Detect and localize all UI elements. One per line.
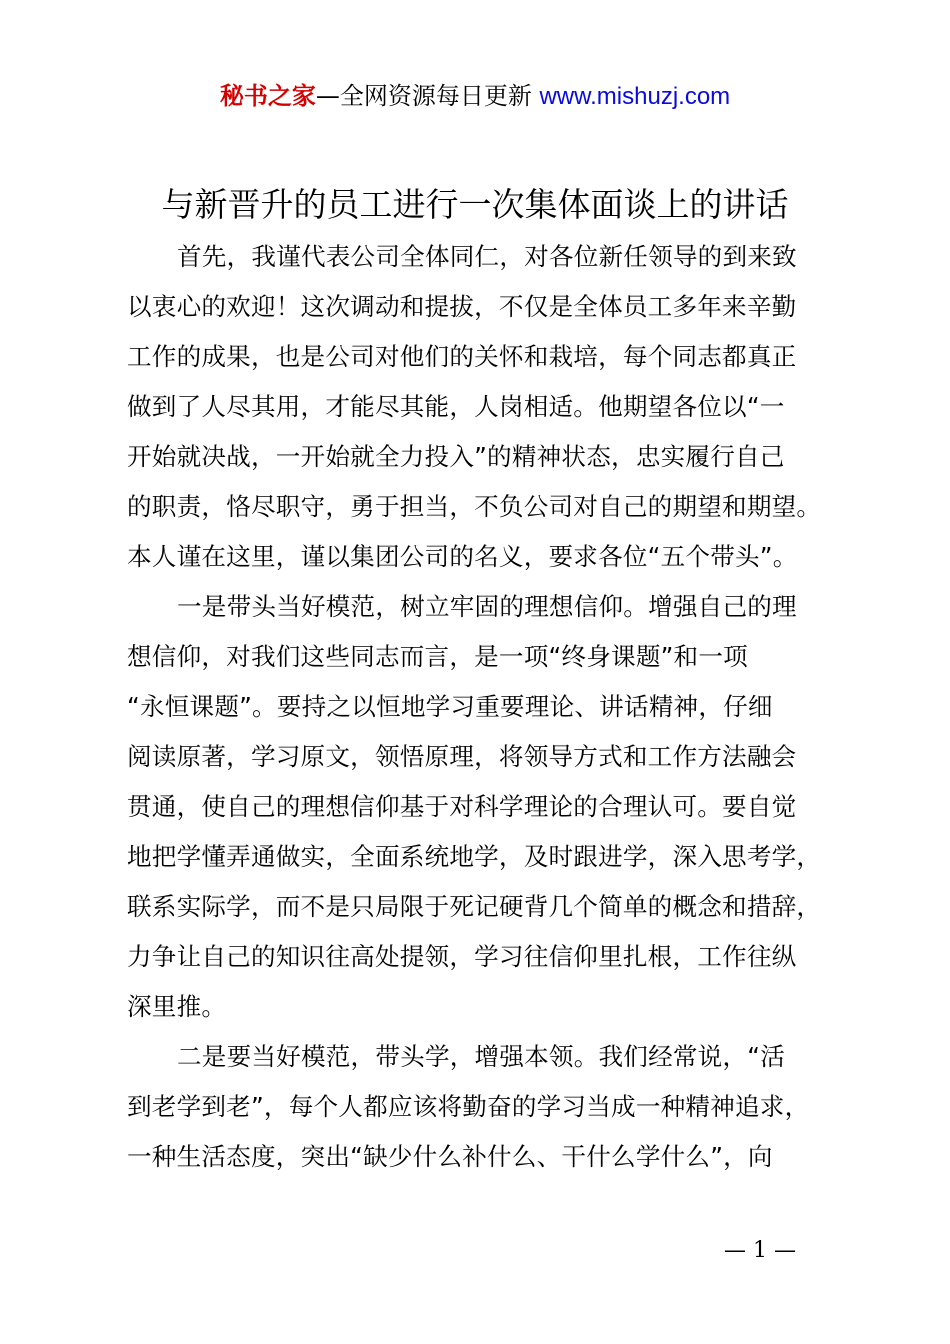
- body-line: 一种生活态度，突出“缺少什么补什么、干什么学什么”，向: [127, 1142, 773, 1171]
- site-tagline: —全网资源每日更新: [315, 82, 532, 110]
- body-line: 开始就决战，一开始就全力投入”的精神状态，忠实履行自己: [127, 442, 785, 471]
- site-header: [0, 80, 950, 113]
- document-body: [127, 232, 857, 1182]
- body-line: 深里推。: [127, 992, 227, 1021]
- body-line: “永恒课题”。要持之以恒地学习重要理论、讲话精神，仔细: [127, 692, 773, 721]
- body-line: 联系实际学，而不是只局限于死记硬背几个简单的概念和措辞，: [127, 892, 822, 921]
- body-line: 工作的成果，也是公司对他们的关怀和栽培，每个同志都真正: [127, 342, 797, 371]
- body-line: 二是要当好模范，带头学，增强本领。我们经常说，“活: [177, 1042, 785, 1071]
- body-line: 以衷心的欢迎！这次调动和提拔，不仅是全体员工多年来辛勤: [127, 292, 797, 321]
- site-brand: 秘书之家: [219, 82, 316, 110]
- body-line: 力争让自己的知识往高处提领，学习往信仰里扎根，工作往纵: [127, 942, 797, 971]
- page-number: — 1 —: [724, 1238, 796, 1263]
- body-line: 想信仰，对我们这些同志而言，是一项“终身课题”和一项: [127, 642, 748, 671]
- document-title: 与新晋升的员工进行一次集体面谈上的讲话: [161, 185, 789, 224]
- site-url-link[interactable]: www.mishuzj.com: [539, 83, 731, 110]
- body-line: 首先，我谨代表公司全体同仁，对各位新任领导的到来致: [177, 242, 797, 271]
- body-line: 到老学到老”，每个人都应该将勤奋的学习当成一种精神追求，: [127, 1092, 810, 1121]
- body-line: 一是带头当好模范，树立牢固的理想信仰。增强自己的理: [177, 592, 797, 621]
- body-line: 阅读原著，学习原文，领悟原理，将领导方式和工作方法融会: [127, 742, 797, 771]
- body-line: 地把学懂弄通做实，全面系统地学，及时跟进学，深入思考学，: [127, 842, 822, 871]
- body-line: 贯通，使自己的理想信仰基于对科学理论的合理认可。要自觉: [127, 792, 797, 821]
- body-line: 本人谨在这里，谨以集团公司的名义，要求各位“五个带头”。: [127, 542, 798, 571]
- body-line: 做到了人尽其用，才能尽其能，人岗相适。他期望各位以“一: [127, 392, 785, 421]
- body-line: 的职责，恪尽职守，勇于担当，不负公司对自己的期望和期望。: [127, 492, 822, 521]
